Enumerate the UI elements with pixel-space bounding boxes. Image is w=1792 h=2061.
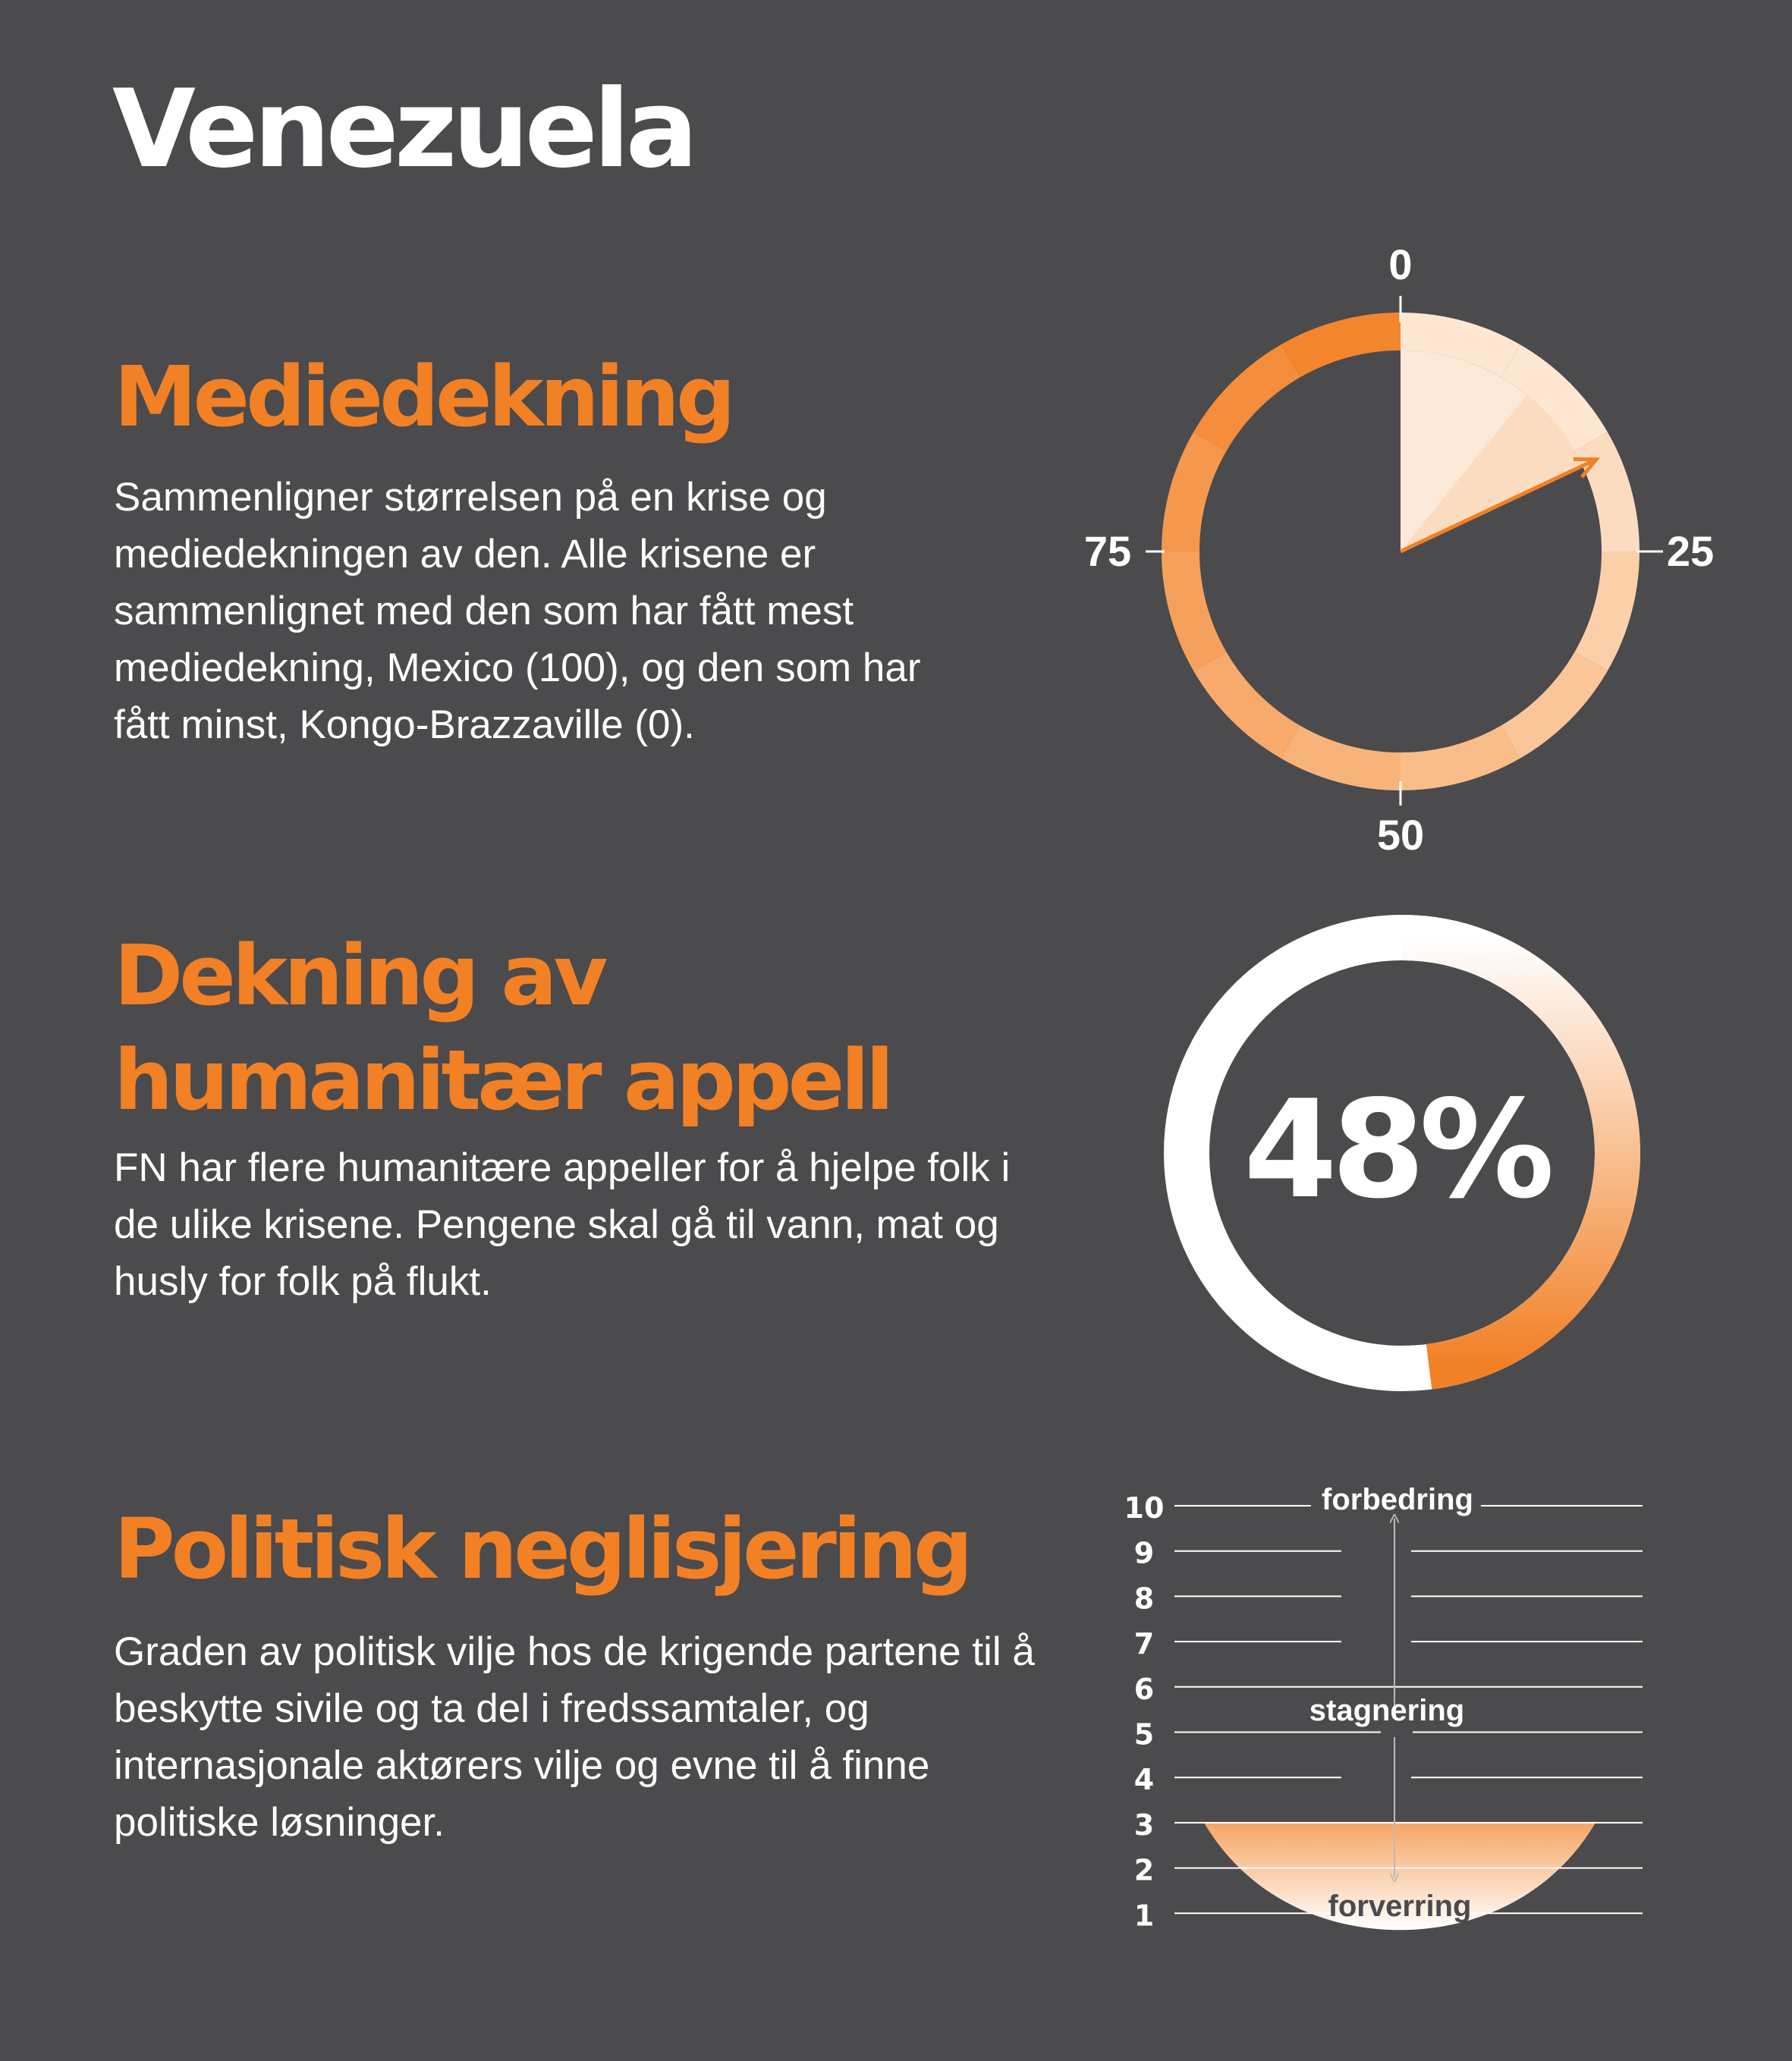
scale-label-25: 25	[1666, 527, 1715, 575]
scale-label-4: 4	[1133, 1763, 1155, 1797]
label-forbedring: forbedring	[1322, 1483, 1473, 1516]
scale-label-50: 50	[1376, 811, 1425, 859]
scale-label-10: 10	[1124, 1491, 1165, 1525]
media-coverage-heading: Mediedekning	[114, 348, 732, 445]
appeal-percent-label: 48%	[1243, 1071, 1549, 1228]
scale-label-75: 75	[1083, 527, 1132, 575]
page-title: Venezuela	[112, 67, 694, 192]
label-stagnering: stagnering	[1309, 1694, 1465, 1727]
scale-label-8: 8	[1133, 1582, 1155, 1616]
scale-label-3: 3	[1133, 1808, 1155, 1842]
label-forverring: forverring	[1328, 1890, 1472, 1923]
scale-label-9: 9	[1133, 1536, 1155, 1570]
scale-label-1: 1	[1133, 1899, 1155, 1933]
appeal-heading-line1: Dekning av	[114, 927, 605, 1024]
political-neglect-description: Graden av politisk vilje hos de krigende partene til å beskytte sivile og ta del i fredssamtaler, og internasjonale aktørers vilje og evne til å finne politiske løsninger.	[114, 1629, 1035, 1845]
appeal-heading-line2: humanitær appell	[114, 1031, 891, 1129]
scale-label-6: 6	[1133, 1672, 1155, 1706]
scale-label-0: 0	[1388, 240, 1413, 288]
scale-label-5: 5	[1133, 1717, 1155, 1752]
scale-label-2: 2	[1133, 1853, 1155, 1887]
scale-label-7: 7	[1133, 1627, 1155, 1661]
political-neglect-heading: Politisk neglisjering	[114, 1500, 970, 1598]
media-coverage-description: Sammenligner størrelsen på en krise og mediedekningen av den. Alle krisene er sammenlignet med den som har fått mest mediedekning, Mexico (100), og den som har fått minst, Kongo-Brazzaville (0).	[114, 475, 921, 747]
appeal-description: FN har flere humanitære appeller for å hjelpe folk i de ulike krisene. Pengene skal gå til vann, mat og husly for folk på flukt.	[114, 1145, 1011, 1304]
